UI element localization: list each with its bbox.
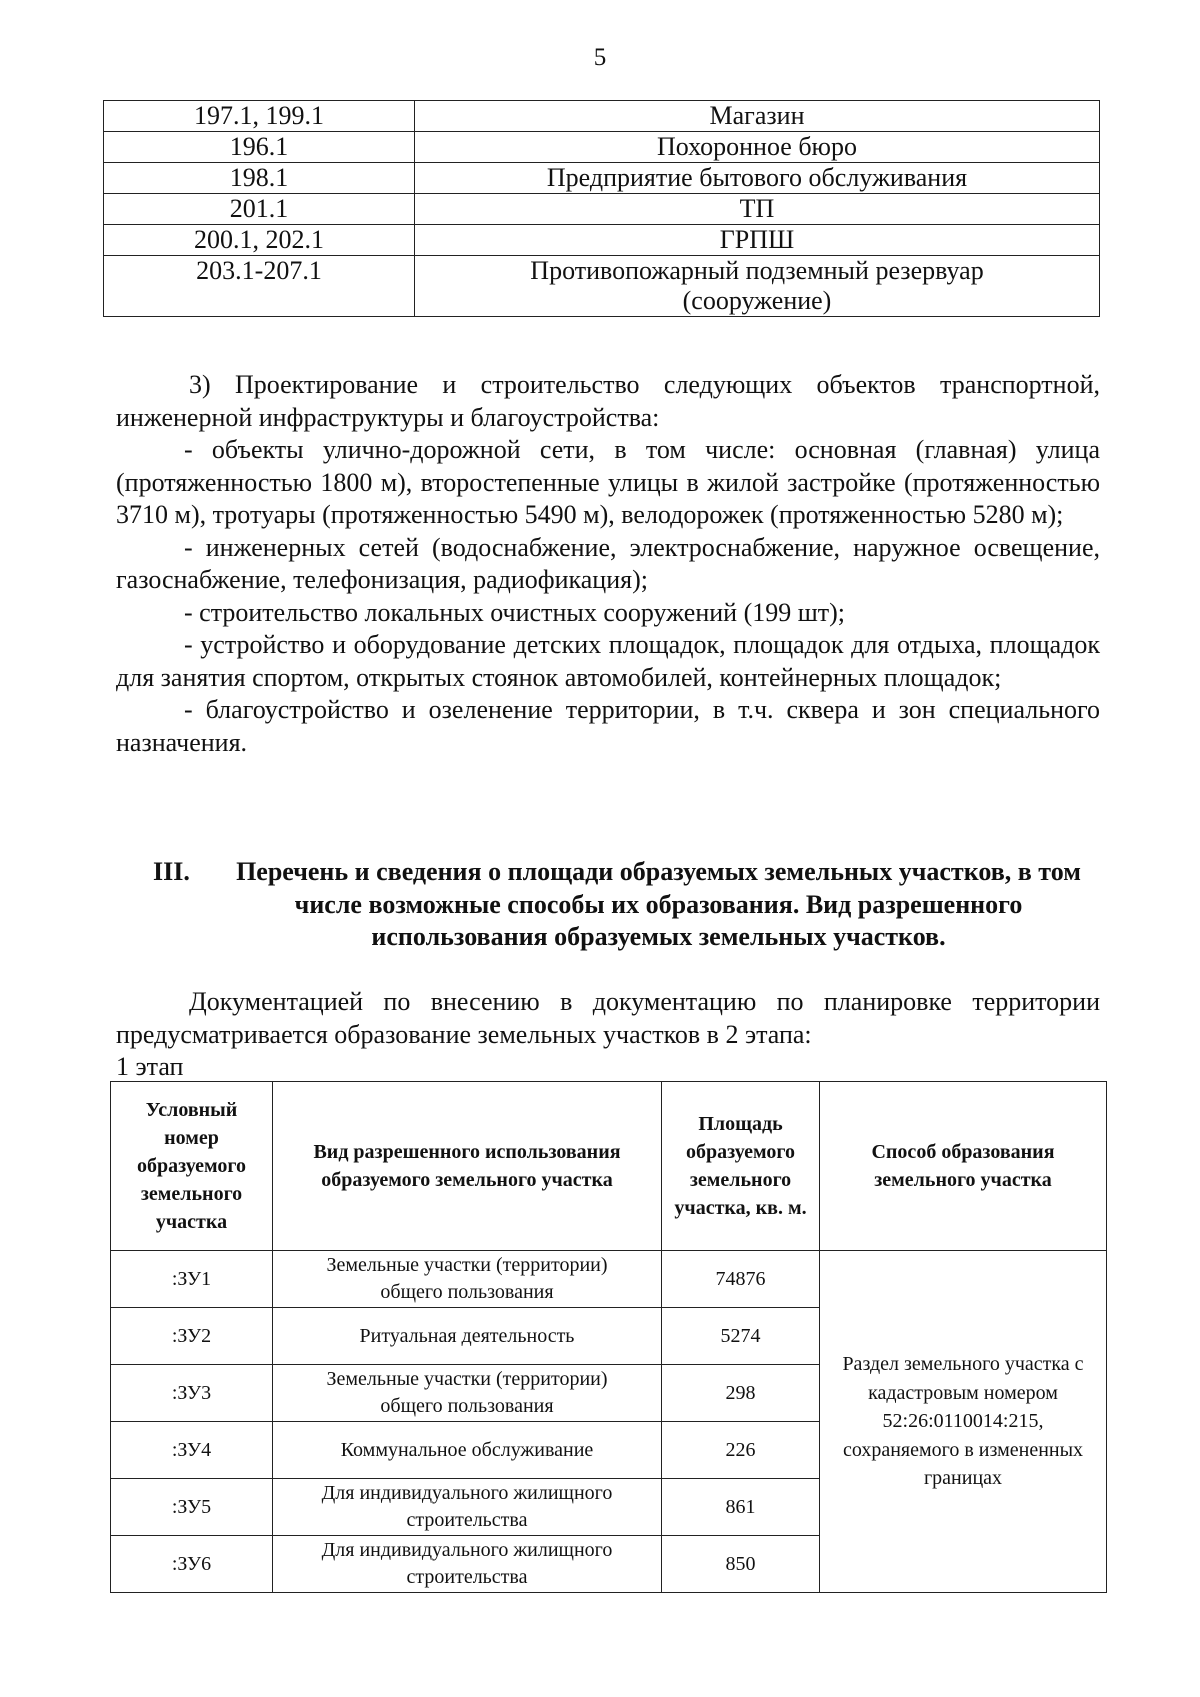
- table-row: [104, 194, 1100, 225]
- column-header: Условный номер образуемого земельного участка: [111, 1082, 273, 1251]
- list-item: - устройство и оборудование детских площадок, площадок для отдыха, площадок для занятия спортом, открытых стоянок автомобилей, контейнерных площадок;: [116, 630, 1100, 692]
- plot-area-cell: 226: [662, 1422, 820, 1479]
- paragraph: 3) Проектирование и строительство следующих объектов транспортной, инженерной инфраструктуры и благоустройства:: [116, 370, 1100, 432]
- positions-cell: 201.1: [104, 194, 415, 225]
- plot-id-cell: :ЗУ2: [111, 1308, 273, 1365]
- page-number: 5: [593, 44, 607, 71]
- list-item: - благоустройство и озеленение территории, в т.ч. сквера и зон специального назначения.: [116, 695, 1100, 757]
- section-heading: [116, 856, 1100, 954]
- intro-block: [116, 986, 1100, 1084]
- plot-use-cell: Для индивидуального жилищного строительства: [273, 1479, 662, 1536]
- positions-cell: 197.1, 199.1: [104, 101, 415, 132]
- object-name-cell: ТП: [415, 194, 1100, 225]
- objects-table: [103, 100, 1100, 317]
- list-item: - строительство локальных очистных сооружений (199 шт);: [184, 597, 846, 627]
- section-title: Перечень и сведения о площади образуемых земельных участков, в том числе возможные способы их образования. Вид разрешенного использования образуемых земельных участков.: [236, 857, 1081, 951]
- list-item: - объекты улично-дорожной сети, в том числе: основная (главная) улица (протяженностью 1800 м), второстепенные улицы в жилой застройке (протяженностью 3710 м), тротуары (протяженностью 5490 м), велодорожек (протяженностью 5280 м);: [116, 435, 1100, 529]
- stage-label: 1 этап: [116, 1052, 184, 1081]
- measures-list: [116, 369, 1100, 759]
- plot-use-cell: Коммунальное обслуживание: [273, 1422, 662, 1479]
- object-name-cell: Предприятие бытового обслуживания: [415, 163, 1100, 194]
- intro-paragraph: Документацией по внесению в документацию по планировке территории предусматривается образование земельных участков в 2 этапа:: [116, 987, 1100, 1049]
- object-name-cell: Похоронное бюро: [415, 132, 1100, 163]
- formation-method-cell: Раздел земельного участка с кадастровым номером 52:26:0110014:215, сохраняемого в измененных границах: [820, 1251, 1107, 1593]
- table-row: [104, 225, 1100, 256]
- plot-use-cell: Для индивидуального жилищного строительства: [273, 1536, 662, 1593]
- plot-area-cell: 850: [662, 1536, 820, 1593]
- object-name-cell: Противопожарный подземный резервуар (сооружение): [415, 256, 1100, 317]
- object-name-cell: Магазин: [415, 101, 1100, 132]
- table-row: [104, 132, 1100, 163]
- table-row: [104, 101, 1100, 132]
- plot-area-cell: 861: [662, 1479, 820, 1536]
- plot-use-cell: Земельные участки (территории) общего пользования: [273, 1365, 662, 1422]
- plot-id-cell: :ЗУ1: [111, 1251, 273, 1308]
- land-plots-table: [110, 1081, 1107, 1593]
- positions-cell: 200.1, 202.1: [104, 225, 415, 256]
- positions-cell: 196.1: [104, 132, 415, 163]
- plot-id-cell: :ЗУ3: [111, 1365, 273, 1422]
- positions-cell: 203.1-207.1: [104, 256, 415, 317]
- table-row: [111, 1251, 1107, 1308]
- plot-use-cell: Земельные участки (территории) общего пользования: [273, 1251, 662, 1308]
- table-row: [104, 256, 1100, 317]
- list-item: - инженерных сетей (водоснабжение, электроснабжение, наружное освещение, газоснабжение, телефонизация, радиофикация);: [116, 532, 1100, 594]
- table-header-row: [111, 1082, 1107, 1251]
- plot-id-cell: :ЗУ4: [111, 1422, 273, 1479]
- section-number: III.: [153, 857, 190, 886]
- plot-area-cell: 5274: [662, 1308, 820, 1365]
- column-header: Площадь образуемого земельного участка, кв. м.: [662, 1082, 820, 1251]
- table-row: [104, 163, 1100, 194]
- plot-area-cell: 298: [662, 1365, 820, 1422]
- plot-use-cell: Ритуальная деятельность: [273, 1308, 662, 1365]
- plot-id-cell: :ЗУ6: [111, 1536, 273, 1593]
- column-header: Способ образования земельного участка: [820, 1082, 1107, 1251]
- column-header: Вид разрешенного использования образуемого земельного участка: [273, 1082, 662, 1251]
- plot-id-cell: :ЗУ5: [111, 1479, 273, 1536]
- positions-cell: 198.1: [104, 163, 415, 194]
- plot-area-cell: 74876: [662, 1251, 820, 1308]
- object-name-cell: ГРПШ: [415, 225, 1100, 256]
